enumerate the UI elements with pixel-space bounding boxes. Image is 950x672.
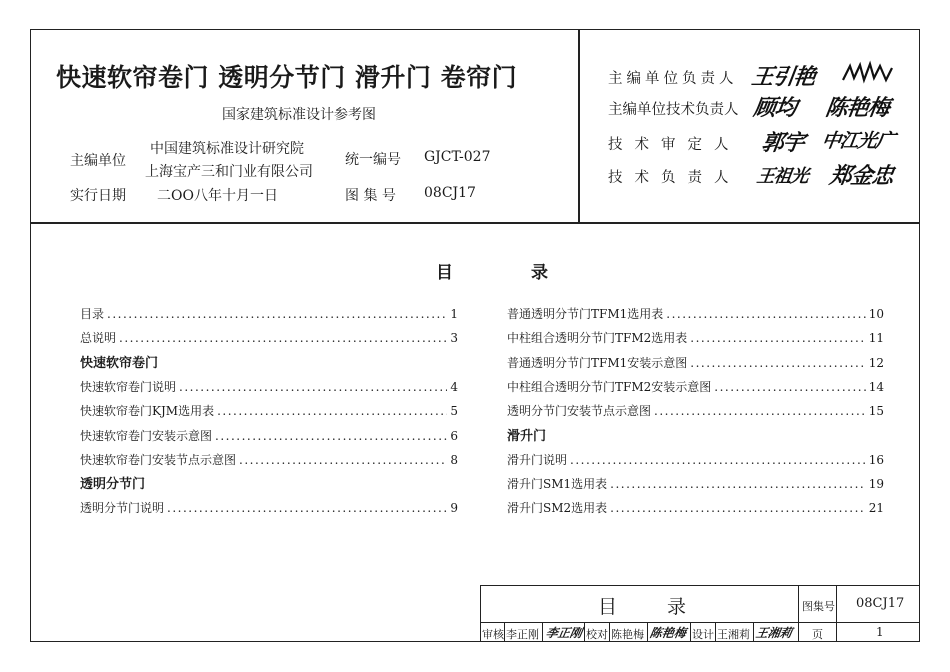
effective-date-label: 实行日期 — [70, 188, 126, 204]
toc-leader-dots — [215, 429, 447, 443]
signature-role-3: 技术审定人 — [608, 137, 741, 153]
toc-leader-dots — [690, 331, 865, 345]
toc-entry-title: 滑升门SM2选用表 — [507, 501, 608, 516]
signature-2a: 顾均 — [751, 95, 798, 121]
tb-proof-label: 校对 — [586, 628, 608, 641]
toc-leader-dots — [179, 380, 447, 394]
tb-proof-name: 陈艳梅 — [611, 628, 644, 641]
toc-entry-page: 6 — [450, 428, 458, 443]
toc-entry-page: 9 — [450, 501, 458, 516]
toc-entry-title: 快速软帘卷门安装节点示意图 — [80, 452, 237, 467]
toc-entry[interactable] — [80, 402, 458, 418]
toc-entry-page: 19 — [868, 477, 884, 492]
toc-entry-page: 15 — [868, 404, 884, 419]
unified-no-label: 统一编号 — [345, 152, 401, 168]
tb-design-sign: 王湘莉 — [754, 626, 794, 640]
tb-review-name: 李正刚 — [506, 628, 539, 641]
signature-role-1: 主编单位负责人 — [608, 71, 738, 87]
tb-review-sign: 李正刚 — [544, 626, 584, 640]
toc-leader-dots — [610, 477, 866, 491]
toc-entry-title: 滑升门SM1选用表 — [507, 477, 608, 492]
toc-entry-title: 中柱组合透明分节门TFM2选用表 — [507, 331, 688, 346]
toc-leader-dots — [570, 453, 866, 467]
toc-entry-title: 普通透明分节门TFM1安装示意图 — [507, 355, 688, 370]
toc-entry-title: 快速软帘卷门安装示意图 — [80, 428, 213, 443]
signature-role-4: 技术负责人 — [608, 170, 741, 186]
toc-entry[interactable] — [507, 329, 884, 345]
effective-date-value: 二OO八年十月一日 — [157, 188, 278, 204]
signature-2b: 陈艳梅 — [823, 95, 891, 121]
toc-entry[interactable] — [507, 354, 884, 370]
tb-design-name: 王湘莉 — [717, 628, 750, 641]
toc-entry[interactable] — [80, 329, 458, 345]
toc-entry-title: 滑升门说明 — [507, 452, 568, 467]
unified-no-value: GJCT-027 — [424, 149, 491, 165]
toc-leader-dots — [167, 501, 447, 515]
toc-leader-dots — [714, 380, 865, 394]
toc-entry[interactable] — [80, 378, 458, 394]
toc-entry-page: 11 — [868, 331, 884, 346]
toc-entry-page: 3 — [450, 331, 458, 346]
toc-entry[interactable] — [507, 402, 884, 418]
tb-page-value: 1 — [876, 625, 884, 639]
toc-section-heading: 快速软帘卷门 — [80, 355, 159, 371]
signature-3b: 中江光广 — [820, 130, 896, 152]
toc-leader-dots — [107, 307, 447, 321]
toc-entry-page: 10 — [868, 307, 884, 321]
toc-leader-dots — [610, 501, 866, 515]
signature-4a: 王祖光 — [755, 166, 810, 187]
tb-atlas-no-label: 图集号 — [802, 600, 835, 613]
toc-entry-title: 普通透明分节门TFM1选用表 — [507, 307, 664, 321]
toc-entry[interactable] — [507, 305, 884, 321]
signature-role-2: 主编单位技术负责人 — [608, 102, 739, 118]
toc-entry-title: 目录 — [80, 307, 105, 321]
signature-4b: 郑金忠 — [827, 163, 895, 189]
toc-leader-dots — [217, 404, 447, 418]
toc-entry-page: 12 — [868, 355, 884, 370]
toc-entry-title: 透明分节门说明 — [80, 501, 165, 516]
editor-unit-line2: 上海宝产三和门业有限公司 — [145, 164, 313, 180]
signature-1b-scribble — [840, 60, 900, 92]
toc-entry-page: 8 — [450, 452, 458, 467]
toc-entry[interactable] — [80, 451, 458, 467]
toc-entry[interactable] — [80, 427, 458, 443]
toc-entry-page: 5 — [450, 404, 458, 419]
tb-atlas-no-value: 08CJ17 — [856, 596, 905, 611]
signature-3a: 郭宇 — [759, 130, 806, 156]
toc-entry-title: 中柱组合透明分节门TFM2安装示意图 — [507, 379, 712, 394]
drawing-name: 目 录 — [598, 596, 691, 618]
header-vertical-divider — [578, 29, 580, 223]
toc-entry[interactable] — [80, 499, 458, 515]
toc-entry-page: 4 — [450, 379, 458, 394]
toc-section-heading: 滑升门 — [507, 428, 547, 444]
toc-section-heading: 透明分节门 — [80, 477, 146, 493]
toc-entry[interactable] — [80, 305, 458, 321]
toc-entry-page: 14 — [868, 379, 884, 394]
toc-leader-dots — [119, 331, 447, 345]
toc-entry-title: 总说明 — [80, 331, 117, 346]
toc-leader-dots — [239, 453, 447, 467]
toc-entry-page: 21 — [868, 501, 884, 516]
atlas-no-value: 08CJ17 — [424, 185, 476, 201]
toc-entry-title: 透明分节门安装节点示意图 — [507, 404, 652, 419]
toc-leader-dots — [666, 307, 865, 321]
toc-entry-page: 16 — [868, 452, 884, 467]
toc-entry-title: 快速软帘卷门说明 — [80, 379, 177, 394]
toc-entry-page: 1 — [450, 307, 458, 321]
tb-page-label: 页 — [812, 628, 823, 641]
toc-entry[interactable] — [507, 499, 884, 515]
main-title: 快速软帘卷门 透明分节门 滑升门 卷帘门 — [56, 63, 518, 92]
toc-heading: 目 录 — [436, 263, 550, 283]
signature-1a: 王引艳 — [749, 64, 817, 90]
header-divider — [30, 222, 920, 224]
toc-entry[interactable] — [507, 451, 884, 467]
toc-leader-dots — [690, 356, 865, 370]
atlas-no-label: 图 集 号 — [345, 188, 396, 204]
subtitle: 国家建筑标准设计参考图 — [222, 107, 376, 123]
tb-design-label: 设计 — [692, 628, 714, 641]
toc-entry-title: 快速软帘卷门KJM选用表 — [80, 404, 215, 419]
toc-leader-dots — [654, 404, 866, 418]
editor-unit-label: 主编单位 — [70, 153, 126, 169]
tb-review-label: 审核 — [482, 628, 504, 641]
editor-unit-line1: 中国建筑标准设计研究院 — [150, 141, 304, 157]
tb-proof-sign: 陈艳梅 — [648, 626, 688, 640]
toc-entry[interactable] — [507, 378, 884, 394]
toc-entry[interactable] — [507, 475, 884, 491]
